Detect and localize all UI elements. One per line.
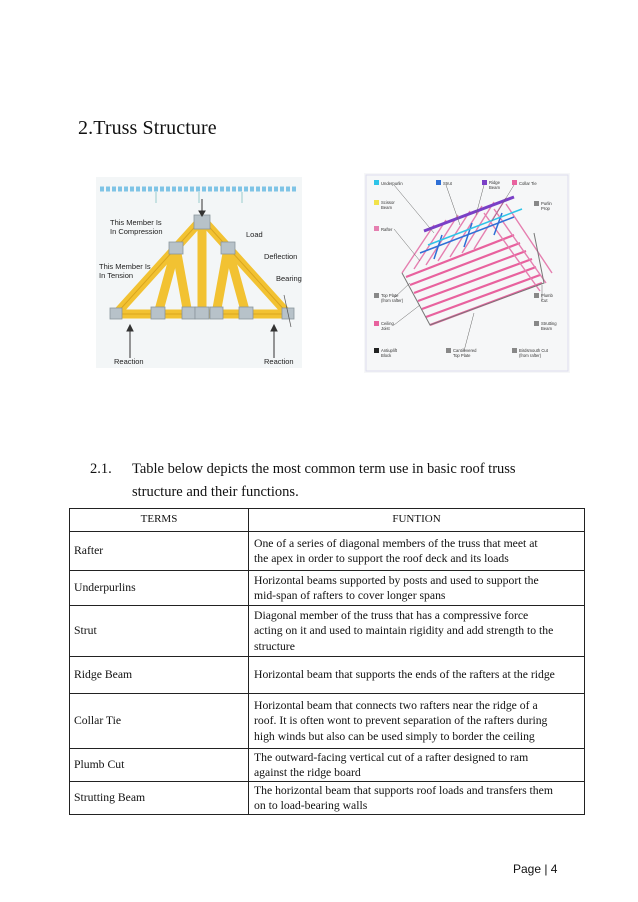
label-bearing: Bearing	[276, 274, 302, 283]
function-cell	[249, 694, 585, 749]
term-cell: Rafter	[70, 532, 249, 571]
term-cell: Strut	[70, 606, 249, 657]
paragraph-text	[132, 458, 572, 504]
terms-table	[69, 508, 585, 815]
function-cell	[249, 657, 585, 694]
label-reaction-left: Reaction	[114, 357, 144, 366]
label-load: Load	[246, 230, 263, 239]
function-line: on to load-bearing walls	[254, 799, 368, 812]
label-deflection: Deflection	[264, 252, 298, 261]
roof-framing-figure	[364, 173, 570, 373]
label-top-plate-1: Top Plate	[381, 293, 399, 298]
function-line: Horizontal beam that supports the ends of the rafters at the ridge	[254, 668, 555, 682]
label-ridge-beam-2: Beam	[489, 185, 500, 190]
function-line: acting on it and used to maintain rigidity and add strength to the	[254, 624, 554, 638]
label-tension-1: This Member Is	[99, 262, 151, 271]
label-ridge-beam-1: Ridge	[489, 180, 500, 185]
label-purlin-prop-1: Purlin	[541, 201, 552, 206]
header-function: FUNTION	[249, 509, 585, 532]
function-line: One of a series of diagonal members of the truss that meet at	[254, 536, 538, 550]
function-line: roof. It is often wont to prevent separation of the rafters during	[254, 714, 548, 728]
label-ceiling-joist-2: Joist	[381, 326, 390, 331]
table-row	[70, 782, 585, 815]
table-header-row	[70, 509, 585, 532]
label-rafter: Rafter	[381, 227, 393, 232]
function-cell	[249, 571, 585, 606]
table-row	[70, 749, 585, 782]
label-collar-tie: Collar Tie	[519, 181, 537, 186]
section-title: Truss Structure	[93, 117, 217, 139]
function-line: structure	[254, 639, 295, 653]
function-line: Horizontal beam that connects two rafters near the ridge of a	[254, 698, 538, 712]
paragraph-number: 2.1.	[90, 461, 112, 477]
function-line: The outward-facing vertical cut of a rafter designed to ram	[254, 750, 529, 764]
label-plumb-cut-1: Plumb	[541, 293, 553, 298]
roof-framing-diagram	[364, 173, 570, 373]
label-antiuplift-block-1: Antiuplift	[381, 348, 398, 353]
table-row	[70, 694, 585, 749]
label-reaction-right: Reaction	[264, 357, 294, 366]
label-antiuplift-block-2: Block	[381, 353, 392, 358]
term-cell: Plumb Cut	[70, 749, 249, 782]
label-tension-2: In Tension	[99, 271, 134, 280]
paragraph-line-1: Table below depicts the most common term use in basic roof truss	[132, 461, 516, 477]
label-birdsmouth-cut-2: (from rafter)	[519, 353, 542, 358]
label-ceiling-joist-1: Ceiling	[381, 321, 394, 326]
truss-load-diagram	[96, 177, 302, 368]
function-cell	[249, 782, 585, 815]
label-plumb-cut-2: Cut	[541, 298, 548, 303]
function-line: The horizontal beam that supports roof loads and transfers them	[254, 783, 553, 797]
term-cell: Collar Tie	[70, 694, 249, 749]
function-line: the apex in order to support the roof deck and its loads	[254, 552, 509, 565]
term-cell: Strutting Beam	[70, 782, 249, 815]
function-line: Diagonal member of the truss that has a compressive force	[254, 608, 529, 622]
section-heading	[78, 117, 217, 140]
label-strutting-beam-1: Strutting	[541, 321, 557, 326]
term-cell: Ridge Beam	[70, 657, 249, 694]
label-birdsmouth-cut-1: Birdsmouth Cut	[519, 348, 548, 353]
label-cantilevered-top-plate-2: Top Plate	[453, 353, 471, 358]
function-line: high winds but also can be used simply to border the ceiling	[254, 729, 535, 743]
function-line: against the ridge board	[254, 766, 361, 779]
table-row	[70, 571, 585, 606]
table-row	[70, 657, 585, 694]
label-scissor-beam-1: Scissor	[381, 200, 395, 205]
function-cell	[249, 606, 585, 657]
label-strut: Strut	[443, 181, 452, 186]
paragraph-line-2: structure and their functions.	[132, 484, 299, 500]
label-underpurlin: Underpurlin	[381, 181, 403, 186]
function-line: Horizontal beams supported by posts and used to support the	[254, 573, 539, 587]
term-cell: Underpurlins	[70, 571, 249, 606]
function-cell	[249, 749, 585, 782]
label-compression-1: This Member Is	[110, 218, 162, 227]
table-row	[70, 606, 585, 657]
truss-load-figure	[96, 177, 302, 368]
header-terms: TERMS	[70, 509, 249, 532]
label-compression-2: In Compression	[110, 227, 163, 236]
label-cantilevered-top-plate-1: Cantilevered	[453, 348, 477, 353]
label-top-plate-2: (from rafter)	[381, 298, 404, 303]
label-purlin-prop-2: Prop	[541, 206, 550, 211]
section-number: 2.	[78, 117, 94, 139]
table-row	[70, 532, 585, 571]
function-cell	[249, 532, 585, 571]
label-strutting-beam-2: Beam	[541, 326, 552, 331]
label-scissor-beam-2: Beam	[381, 205, 392, 210]
function-line: mid-span of rafters to cover longer spans	[254, 589, 446, 602]
page-number: Page | 4	[513, 862, 558, 876]
